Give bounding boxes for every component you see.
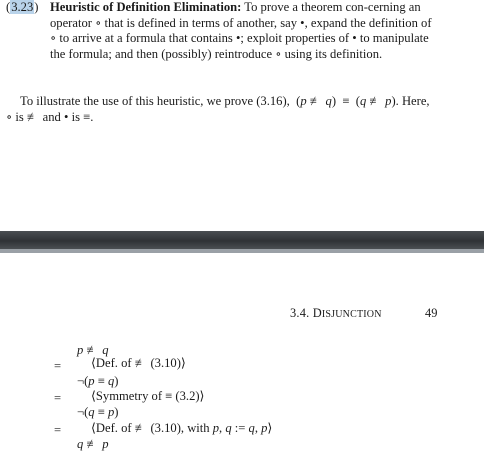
proof-hint: ⟨Def. of ≢ (3.10), with p, q := q, p⟩ bbox=[91, 421, 273, 435]
formula-3-16: (p ≢ q) ≡ (q ≢ p) bbox=[292, 94, 396, 108]
circ-symbol: ∘ bbox=[6, 110, 13, 124]
heuristic-text: ; exploit properties of bbox=[240, 31, 353, 46]
proof-hint: ⟨Def. of ≢ (3.10)⟩ bbox=[91, 356, 186, 370]
operator-symbol: • bbox=[300, 15, 305, 30]
operator-symbol: ∘ bbox=[95, 15, 102, 30]
page-divider bbox=[0, 231, 484, 249]
illustration-text: . Here, bbox=[395, 94, 430, 108]
operator-symbol: ∘ bbox=[50, 31, 57, 46]
var-q: q bbox=[359, 94, 367, 108]
heuristic-number: (3.23) bbox=[6, 0, 39, 14]
illustration-word: is bbox=[15, 110, 24, 124]
proof-line: ¬(p ≡ q) bbox=[77, 374, 119, 388]
var-p: p bbox=[300, 94, 307, 108]
var-q: q bbox=[325, 94, 332, 108]
operator-symbol: • bbox=[352, 31, 357, 46]
illustration-text: To illustrate the use of this heuristic, we prove (3.16), bbox=[20, 94, 290, 108]
equiv-symbol: ≡ bbox=[83, 110, 91, 124]
section-number: 3.4. bbox=[290, 306, 310, 320]
operator-symbol: • bbox=[235, 31, 241, 46]
proof-hint: ⟨Symmetry of ≡ (3.2)⟩ bbox=[91, 389, 205, 403]
illustration-paragraph bbox=[6, 93, 438, 125]
illustration-word: and bbox=[42, 110, 61, 124]
upper-page bbox=[0, 0, 484, 231]
paren: ( bbox=[355, 94, 360, 108]
page-number: 49 bbox=[425, 306, 438, 320]
bullet-symbol: • bbox=[64, 110, 69, 124]
heuristic-number-highlight: 3.23 bbox=[11, 0, 34, 14]
heuristic-text: , expand the definition of bbox=[304, 15, 432, 30]
equals-sign: = bbox=[54, 359, 62, 373]
heuristic-text: To prove a theorem con- bbox=[244, 0, 368, 14]
neq-symbol: ≢ bbox=[309, 94, 323, 108]
heuristic-text: to arrive at a formula that contains bbox=[56, 31, 236, 46]
section-title-rest: ISJUNCTION bbox=[321, 309, 382, 320]
period: . bbox=[90, 110, 94, 124]
var-p: p bbox=[385, 94, 392, 108]
proof-line: p ≢ q bbox=[77, 343, 109, 357]
neq-symbol: ≢ bbox=[369, 94, 382, 108]
illustration-word: is bbox=[71, 110, 80, 124]
proof-line: ¬(q ≡ p) bbox=[77, 405, 119, 419]
heuristic-text: cerning an operator bbox=[50, 0, 421, 30]
operator-symbol: ∘ bbox=[275, 46, 282, 61]
heuristic-block bbox=[6, 0, 438, 62]
neq-symbol: ≢ bbox=[26, 110, 40, 124]
heuristic-text: to manipulate the formula; and then (possibly) reintroduce bbox=[50, 31, 429, 61]
equiv-symbol: ≡ bbox=[342, 94, 350, 108]
heuristic-text: that is defined in terms of another, say bbox=[101, 15, 301, 30]
section-title-cap: D bbox=[312, 306, 322, 320]
heuristic-title: Heuristic of Definition Elimination: bbox=[50, 0, 242, 14]
equals-sign: = bbox=[54, 391, 62, 405]
paren: ) bbox=[391, 94, 396, 108]
heuristic-text: using its definition. bbox=[281, 46, 383, 61]
running-head bbox=[290, 306, 382, 321]
proof-line: q ≢ p bbox=[77, 437, 109, 451]
paren: ) bbox=[331, 94, 337, 108]
equals-sign: = bbox=[54, 423, 62, 437]
